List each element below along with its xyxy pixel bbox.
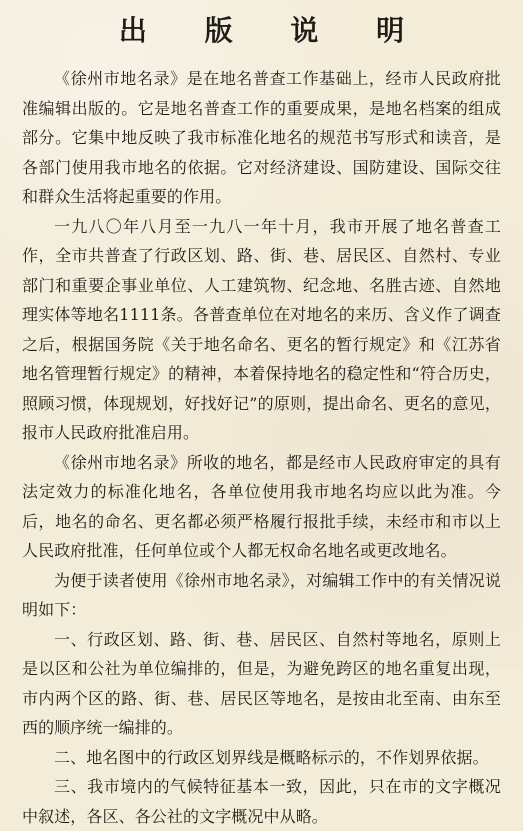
- page-title: 出 版 说 明: [118, 14, 429, 47]
- paragraph-6: 二、地名图中的行政区划界线是概略标示的，不作划界依据。: [54, 747, 489, 767]
- paragraph-7: 三、我市境内的气候特征基本一致，因此，只在市的文字概况中叙述，各区、各公社的文字概况中从略。: [22, 777, 501, 826]
- paragraph-5: 一、行政区划、路、街、巷、居民区、自然村等地名，原则上是以区和公社为单位编排的，但是，为避免跨区的地名重复出现，市内两个区的路、街、巷、居民区等地名，是按由北至南、由东至西的顺序统一编排的。: [22, 629, 501, 737]
- paragraph-3: 《徐州市地名录》所收的地名，都是经市人民政府审定的具有法定效力的标准化地名，各单位使用我市地名均应以此为准。今后，地名的命名、更名都必须严格履行报批手续，未经市和市以上人民政府批准，任何单位或个人都无权命名地名或更改地名。: [22, 452, 501, 560]
- paragraph-4: 为便于读者使用《徐州市地名录》，对编辑工作中的有关情况说明如下：: [22, 570, 501, 619]
- paragraph-2: 一九八〇年八月至一九八一年十月，我市开展了地名普查工作，全市共普查了行政区划、路、街、巷、居民区、自然村、专业部门和重要企事业单位、人工建筑物、纪念地、名胜古迹、自然地理实体等地名1111条。各普查单位在对地名的来历、含义作了调查之后，根据国务院《关于地名命名、更名的暂行规定》和《江苏省地名管理暂行规定》的精神，本着保持地名的稳定性和“符合历史，照顾习惯，体现规划，好找好记”的原则，提出命名、更名的意见，报市人民政府批准启用。: [22, 216, 501, 442]
- paragraph-1: 《徐州市地名录》是在地名普查工作基础上，经市人民政府批准编辑出版的。它是地名普查工作的重要成果，是地名档案的组成部分。它集中地反映了我市标准化地名的规范书写形式和读音，是各部门使用我市地名的依据。它对经济建设、国防建设、国际交往和群众生活将起重要的作用。: [22, 69, 501, 206]
